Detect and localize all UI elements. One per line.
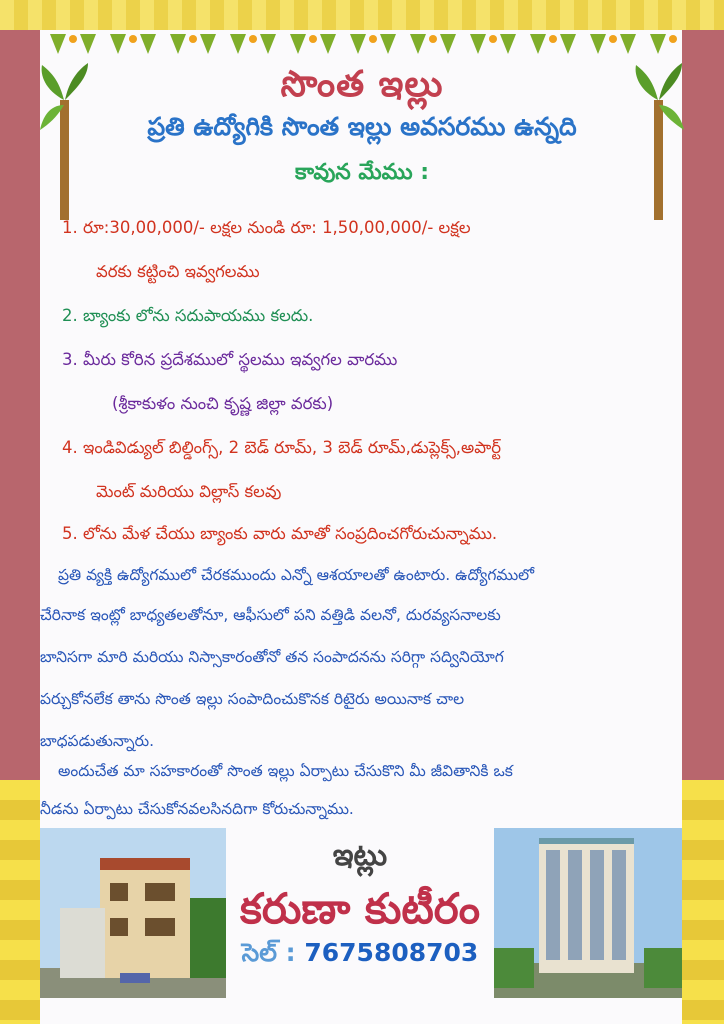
point-3-line-2: (శ్రీకాకుళం నుంచి కృష్ణ జిల్లా వరకు) (112, 394, 334, 413)
brand-name: కరుణా కుటీరం (240, 884, 480, 933)
right-floral-border (682, 780, 724, 1024)
lead-text: కావున మేము : (294, 160, 430, 185)
point-4-line-1: 4. ఇండివిడ్యుల్ బిల్డింగ్స్, 2 బెడ్ రూమ్, 3 బెడ్ రూమ్,డుప్లెక్స్,అపార్ట్ (62, 438, 502, 457)
paragraph-1-line-2: చేరినాక ఇంట్లో బాధ్యతలతోనూ, ఆఫీసులో పని వత్తిడి వలనో, దురవ్యసనాలకు (40, 606, 501, 624)
poster-subtitle: ప్రతి ఉద్యోగికి సొంత ఇల్లు అవసరము ఉన్నది (147, 112, 577, 141)
paragraph-1-line-1: ప్రతి వ్యక్తి ఉద్యోగములో చేరకముందు ఎన్నో ఆశయాలతో ఉంటారు. ఉద్యోగములో (58, 566, 535, 584)
point-1-line-2: వరకు కట్టించి ఇవ్వగలము (96, 262, 260, 281)
villa-building-image (40, 828, 226, 998)
sign-off-text: ఇట్లు (332, 838, 388, 873)
paragraph-1-line-3: బానిసగా మారి మరియు నిస్సాకారంతోనో తన సంపాదనను సరిగ్గా సద్వినియోగ (40, 648, 504, 666)
paragraph-1-line-5: బాధపడుతున్నారు. (40, 732, 155, 750)
paragraph-2-line-2: నీడను ఏర్పాటు చేసుకోనవలసినదిగా కోరుచున్నాము. (40, 800, 354, 818)
mango-leaf-garland (40, 32, 682, 58)
apartment-tower-image (494, 828, 682, 998)
left-floral-border (0, 780, 40, 1024)
point-5-line-1: 5. లోను మేళ చేయు బ్యాంకు వారు మాతో సంప్రదించగోరుచున్నాము. (62, 524, 498, 543)
point-2-line-1: 2. బ్యాంకు లోను సదుపాయము కలదు. (62, 306, 314, 325)
paragraph-2-line-1: అందుచేత మా సహకారంతో సొంత ఇల్లు ఏర్పాటు చేసుకొని మీ జీవితానికి ఒక (58, 762, 513, 780)
point-4-line-2: మెంట్ మరియు విల్లాస్ కలవు (96, 482, 282, 501)
phone-label: సెల్ : (241, 938, 296, 967)
paragraph-1-line-4: పర్చుకోనలేక తాను సొంత ఇల్లు సంపాదించుకొనక రిటైరు అయినాక చాల (40, 690, 465, 708)
point-3-line-1: 3. మీరు కోరిన ప్రదేశములో స్థలము ఇవ్వగల వారము (62, 350, 398, 369)
phone-contact (230, 938, 490, 974)
poster-title: సొంత ఇల్లు (280, 64, 444, 105)
point-1-line-1: 1. రూ:30,00,000/- లక్షల నుండి రూ: 1,50,00,000/- లక్షల (62, 218, 471, 237)
phone-number[interactable]: 7675808703 (304, 938, 479, 967)
